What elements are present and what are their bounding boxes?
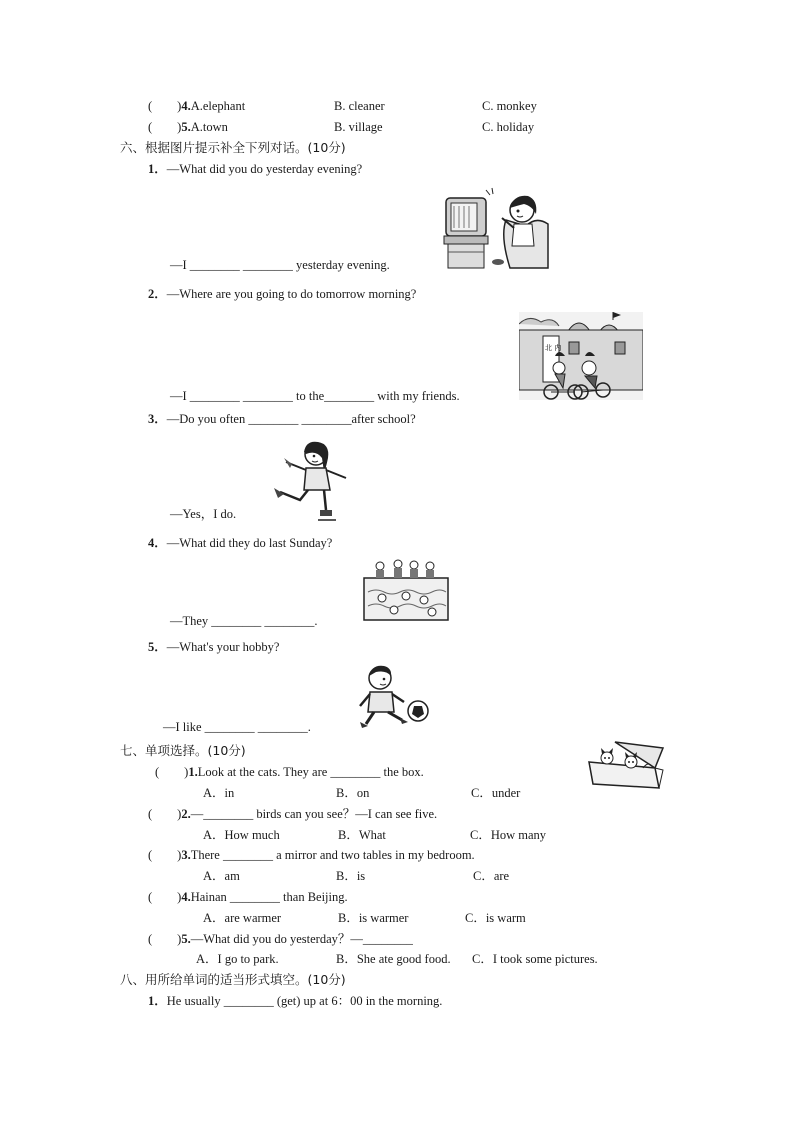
- section6-heading: 六、根据图片提示补全下列对话。(10分): [120, 140, 346, 155]
- question-number: 4．: [148, 536, 167, 550]
- tv-watching-picture: [440, 186, 552, 270]
- s7-q5-question: [148, 931, 413, 947]
- answer-bracket[interactable]: ( ): [148, 807, 182, 821]
- s6-q3-answer: —Yes，I do.: [170, 507, 237, 521]
- question-text: There ________ a mirror and two tables in my bedroom.: [190, 848, 475, 862]
- s6-q3-question[interactable]: [148, 411, 416, 427]
- answer-bracket[interactable]: ( ): [148, 890, 182, 904]
- question-number: 2.: [181, 807, 191, 821]
- s7-q5-option-b: B．She ate good food.: [336, 952, 451, 966]
- s7-q2-option-b: B．What: [338, 828, 386, 842]
- question-number: 5.: [181, 120, 191, 134]
- question-number: 1．: [148, 162, 167, 176]
- cats-in-box-picture: [585, 738, 667, 792]
- question-number: 5.: [181, 932, 191, 946]
- s6-q5-question: [148, 639, 279, 655]
- s7-q4-option-b: B．is warmer: [338, 911, 409, 925]
- s6-q4-question: [148, 535, 332, 551]
- s6-q1-answer[interactable]: —I ________ ________ yesterday evening.: [170, 258, 390, 272]
- answer-bracket[interactable]: ( ): [148, 932, 182, 946]
- question-text: —Where are you going to do tomorrow morning?: [166, 287, 417, 301]
- question-text: —What's your hobby?: [166, 640, 280, 654]
- s6-q4-answer[interactable]: —They ________ ________.: [170, 614, 318, 628]
- s6-q2-answer[interactable]: —I ________ ________ to the________ with my friends.: [170, 389, 460, 403]
- s7-q3-option-b: B．is: [336, 869, 366, 883]
- s7-q2-option-a: A．How much: [203, 828, 280, 842]
- s7-q2-question: [148, 806, 437, 822]
- swimming-pool-picture: [362, 556, 450, 624]
- section7-heading: 七、单项选择。(10分): [120, 743, 246, 758]
- question-text: Look at the cats. They are ________ the box.: [197, 765, 424, 779]
- s6-q1-question: [148, 161, 362, 177]
- option-a: A.town: [190, 120, 228, 134]
- answer-bracket[interactable]: ( ): [148, 120, 182, 134]
- s7-q2-option-c: C．How many: [470, 828, 547, 842]
- s7-q3-option-a: A．am: [203, 869, 240, 883]
- q5-4-option-b: B. cleaner: [334, 99, 385, 113]
- question-text: Hainan ________ than Beijing.: [190, 890, 348, 904]
- sign-text: 北 内: [545, 344, 562, 352]
- s7-q1-option-c: C．under: [471, 786, 521, 800]
- question-number: 1.: [188, 765, 198, 779]
- s7-q1-option-a: A．in: [203, 786, 235, 800]
- q5-4-row: [148, 98, 245, 114]
- question-text: —Do you often ________ ________after school?: [166, 412, 416, 426]
- question-text: He usually ________ (get) up at 6：00 in the morning.: [166, 994, 443, 1008]
- question-number: 4.: [181, 890, 191, 904]
- question-number: 1．: [148, 994, 167, 1008]
- s7-q4-option-a: A．are warmer: [203, 911, 282, 925]
- s7-q5-option-c: C．I took some pictures.: [472, 952, 598, 966]
- s8-q1[interactable]: [148, 993, 442, 1009]
- q5-5-option-b: B. village: [334, 120, 383, 134]
- s7-q1-option-b: B．on: [336, 786, 370, 800]
- question-text: —What did you do yesterday evening?: [166, 162, 363, 176]
- question-number: 4.: [181, 99, 191, 113]
- section8-heading: 八、用所给单词的适当形式填空。(10分): [120, 972, 346, 987]
- question-number: 3.: [181, 848, 191, 862]
- s7-q3-question: [148, 847, 475, 863]
- question-number: 3．: [148, 412, 167, 426]
- option-a: A.elephant: [190, 99, 246, 113]
- question-text: —________ birds can you see？—I can see five.: [190, 807, 438, 821]
- s6-q5-answer[interactable]: —I like ________ ________.: [163, 720, 311, 734]
- question-text: —What did you do yesterday？—________: [190, 932, 413, 946]
- s7-q4-question: [148, 889, 348, 905]
- skating-girl-picture: [270, 438, 352, 524]
- football-boy-picture: [352, 662, 436, 732]
- beijing-trip-picture: [519, 312, 643, 400]
- q5-5-row: [148, 119, 228, 135]
- question-number: 2．: [148, 287, 167, 301]
- answer-bracket[interactable]: ( ): [148, 848, 182, 862]
- answer-bracket[interactable]: ( ): [148, 99, 182, 113]
- q5-4-option-c: C. monkey: [482, 99, 537, 113]
- q5-5-option-c: C. holiday: [482, 120, 535, 134]
- s7-q5-option-a: A．I go to park.: [196, 952, 279, 966]
- s6-q2-question: [148, 286, 416, 302]
- s7-q3-option-c: C．are: [473, 869, 510, 883]
- question-text: —What did they do last Sunday?: [166, 536, 333, 550]
- answer-bracket[interactable]: ( ): [155, 765, 189, 779]
- s7-q1-question: [155, 764, 424, 780]
- s7-q4-option-c: C．is warm: [465, 911, 526, 925]
- question-number: 5．: [148, 640, 167, 654]
